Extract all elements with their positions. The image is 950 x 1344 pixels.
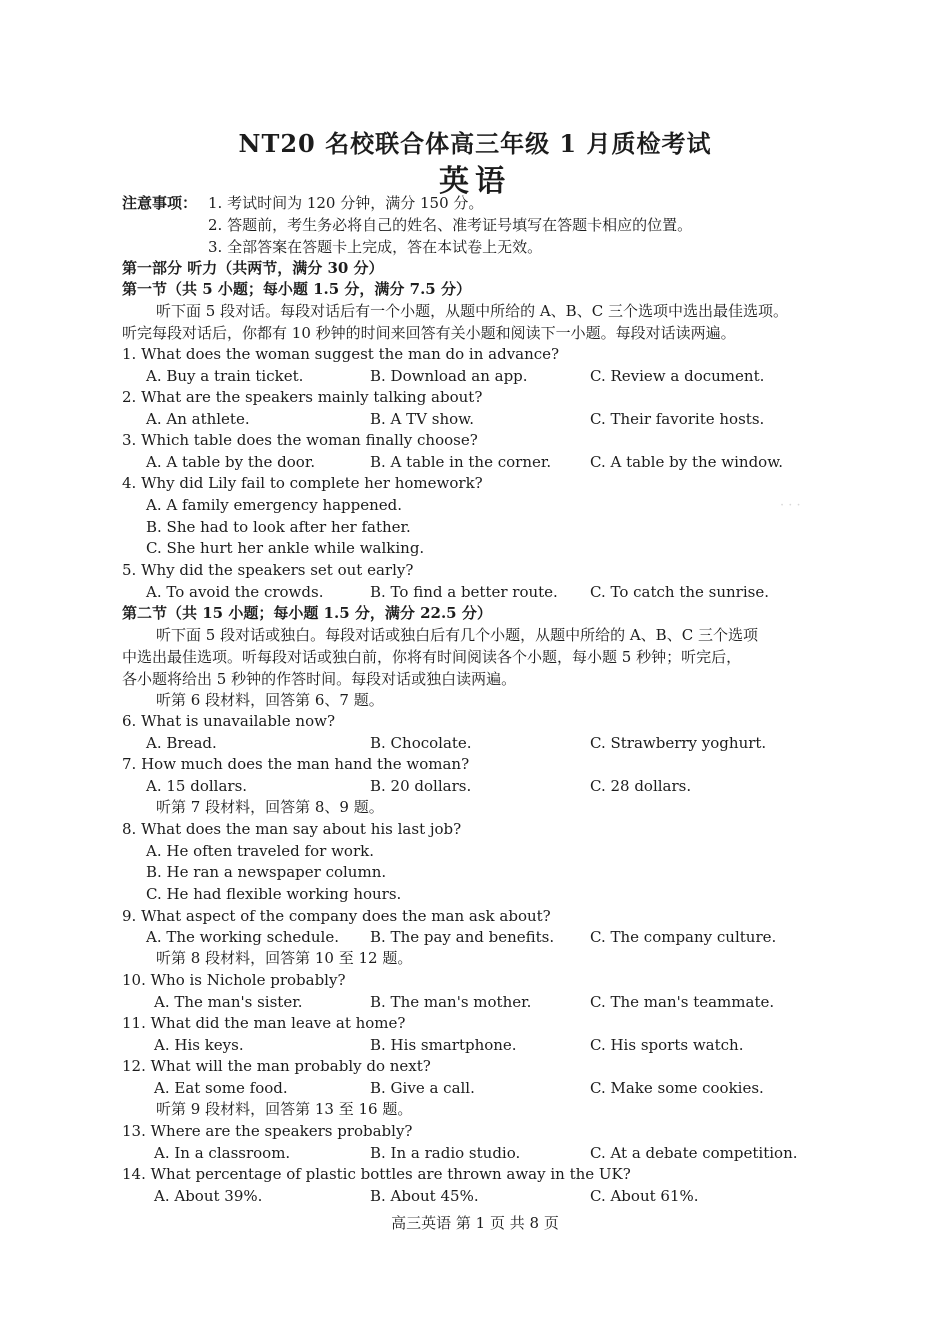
option-b: B. A table in the corner. [370, 453, 552, 471]
material-note: 听第 6 段材料，回答第 6、7 题。 [156, 691, 384, 709]
option-a: A. The man's sister. [154, 993, 303, 1011]
option-a: A. In a classroom. [154, 1144, 291, 1162]
section2-instruction: 听下面 5 段对话或独白。每段对话或独白后有几个小题，从题中所给的 A、B、C 三个选项 [156, 626, 758, 644]
question-stem: 10. Who is Nichole probably? [122, 971, 346, 989]
option-c: C. The man's teammate. [590, 993, 775, 1011]
notes-label: 注意事项： [122, 194, 198, 212]
note-item: 3. 全部答案在答题卡上完成，答在本试卷上无效。 [208, 238, 543, 256]
option-b: B. He ran a newspaper column. [146, 863, 387, 881]
question-stem: 1. What does the woman suggest the man do in advance? [122, 345, 560, 363]
note-item: 1. 考试时间为 120 分钟，满分 150 分。 [208, 194, 484, 212]
option-a: A. To avoid the crowds. [146, 583, 324, 601]
option-c: C. She hurt her ankle while walking. [146, 539, 425, 557]
option-c: C. At a debate competition. [590, 1144, 798, 1162]
material-note: 听第 8 段材料，回答第 10 至 12 题。 [156, 949, 413, 967]
page-footer: 高三英语 第 1 页 共 8 页 [391, 1214, 559, 1232]
option-b: B. His smartphone. [370, 1036, 517, 1054]
question-stem: 2. What are the speakers mainly talking about? [122, 388, 483, 406]
option-c: C. Make some cookies. [590, 1079, 764, 1097]
question-stem: 11. What did the man leave at home? [122, 1014, 406, 1032]
question-stem: 12. What will the man probably do next? [122, 1057, 431, 1075]
option-b: B. About 45%. [370, 1187, 479, 1205]
option-b: B. A TV show. [370, 410, 474, 428]
option-c: C. To catch the sunrise. [590, 583, 769, 601]
option-a: A. A table by the door. [146, 453, 316, 471]
option-b: B. To find a better route. [370, 583, 558, 601]
option-b: B. The man's mother. [370, 993, 532, 1011]
option-a: A. Eat some food. [154, 1079, 288, 1097]
option-b: B. Chocolate. [370, 734, 472, 752]
option-a: A. The working schedule. [146, 928, 339, 946]
question-stem: 14. What percentage of plastic bottles are thrown away in the UK? [122, 1165, 631, 1183]
section1-heading: 第一节（共 5 小题；每小题 1.5 分，满分 7.5 分） [122, 280, 471, 298]
question-stem: 9. What aspect of the company does the man ask about? [122, 907, 551, 925]
question-stem: 4. Why did Lily fail to complete her homework? [122, 474, 483, 492]
option-a: A. Bread. [146, 734, 217, 752]
option-c: C. About 61%. [590, 1187, 699, 1205]
section2-heading: 第二节（共 15 小题；每小题 1.5 分，满分 22.5 分） [122, 604, 492, 622]
option-c: C. Their favorite hosts. [590, 410, 765, 428]
option-a: A. Buy a train ticket. [146, 367, 304, 385]
option-a: A. He often traveled for work. [146, 842, 374, 860]
material-note: 听第 7 段材料，回答第 8、9 题。 [156, 798, 384, 816]
question-stem: 13. Where are the speakers probably? [122, 1122, 413, 1140]
question-stem: 5. Why did the speakers set out early? [122, 561, 414, 579]
subject-title: 英语 [439, 164, 511, 199]
question-stem: 6. What is unavailable now? [122, 712, 335, 730]
note-item: 2. 答题前，考生务必将自己的姓名、准考证号填写在答题卡相应的位置。 [208, 216, 693, 234]
option-a: A. 15 dollars. [146, 777, 248, 795]
section1-instruction: 听完每段对话后，你都有 10 秒钟的时间来回答有关小题和阅读下一小题。每段对话读两遍。 [122, 324, 736, 342]
question-stem: 8. What does the man say about his last job? [122, 820, 462, 838]
option-c: C. A table by the window. [590, 453, 784, 471]
bleed-through-text: · · · [780, 498, 801, 513]
option-b: B. Download an app. [370, 367, 528, 385]
option-c: C. His sports watch. [590, 1036, 744, 1054]
option-c: C. The company culture. [590, 928, 777, 946]
option-c: C. He had flexible working hours. [146, 885, 402, 903]
option-b: B. She had to look after her father. [146, 518, 411, 536]
option-b: B. 20 dollars. [370, 777, 472, 795]
material-note: 听第 9 段材料，回答第 13 至 16 题。 [156, 1100, 413, 1118]
section1-instruction: 听下面 5 段对话。每段对话后有一个小题，从题中所给的 A、B、C 三个选项中选出最佳选项。 [156, 302, 788, 320]
question-stem: 7. How much does the man hand the woman? [122, 755, 470, 773]
option-c: C. Review a document. [590, 367, 765, 385]
option-c: C. 28 dollars. [590, 777, 692, 795]
option-a: A. A family emergency happened. [146, 496, 403, 514]
question-stem: 3. Which table does the woman finally choose? [122, 431, 478, 449]
section2-instruction: 中选出最佳选项。听每段对话或独白前，你将有时间阅读各个小题，每小题 5 秒钟；听完后， [122, 648, 742, 666]
option-a: A. His keys. [154, 1036, 244, 1054]
section2-instruction: 各小题将给出 5 秒钟的作答时间。每段对话或独白读两遍。 [122, 670, 517, 688]
option-c: C. Strawberry yoghurt. [590, 734, 767, 752]
option-a: A. About 39%. [154, 1187, 263, 1205]
option-b: B. In a radio studio. [370, 1144, 521, 1162]
part1-heading: 第一部分 听力（共两节，满分 30 分） [122, 259, 384, 277]
option-a: A. An athlete. [146, 410, 250, 428]
option-b: B. The pay and benefits. [370, 928, 555, 946]
option-b: B. Give a call. [370, 1079, 475, 1097]
exam-title: NT20 名校联合体高三年级 1 月质检考试 [238, 129, 712, 158]
